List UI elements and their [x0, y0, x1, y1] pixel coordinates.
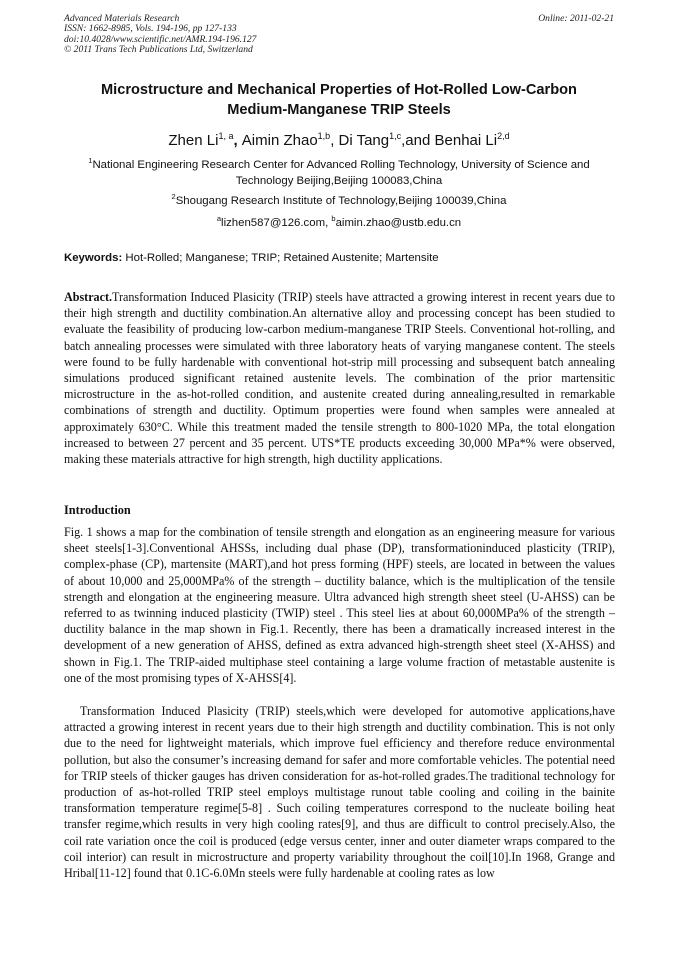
introduction-paragraph-2: Transformation Induced Plasicity (TRIP) steels,which were developed for automotive applications,have attracted a growing interest in recent years due to their high strength and ductility combination. This is not only due to the need for lightweight materials, which improve fuel efficiency and therefore reduce environmental pollution, but also the consumer’s increasing demand for safer and more comfortable vehicles. The potential need for TRIP steels of thicker gauges has driven consideration for as-hot-rolled grades.The traditional technology for production of as-hot-rolled TRIP steel employs multistage runout table cooling and coiling in the bainite transformation temperature regime[5-8] . Such coiling temperatures correspond to the nucleate boiling heat transfer regime,which results in very high cooling rates[9], and thus are difficult to control precisely.Also, the coil rate variation once the coil is produced (edge versus center, inner and outer diameter wraps compared to the coil interior) can result in microstructure and property variability throughout the coil[10].In 1968, Grange and Hribal[11-12] found that 0.1C-6.0Mn steels were fully hardenable at cooling rates as low — [64, 704, 615, 881]
author-separator: , — [330, 132, 339, 149]
affiliation-text: Shougang Research Institute of Technology,Beijing 100039,China — [175, 195, 507, 207]
author-affil-mark: 1,c — [389, 131, 402, 141]
author-separator: ,and — [401, 132, 435, 149]
online-date: Online: 2011-02-21 — [538, 13, 614, 24]
abstract-text: Transformation Induced Plasicity (TRIP) steels have attracted a growing interest in recent years due to their high strength and ductility combination.An alternative alloy and processing concept has been studied to evaluate the feasibility of producing low-carbon medium-manganese TRIP Steels. Conventional hot-rolling, and batch annealing processes were simulated with three laboratory heats of varying manganese content. The steels were found to be fully hardenable with conventional hot-strip mill processing and subsequent batch annealing simulations produced significant retained austenite levels. The combination of the prior martensitic microstructure in the as-hot-rolled condition, and austenite created during annealing,resulted in remarkable combinations of strength and ductility. Optimum properties were found when samples were annealed at approximately 630°C. While this treatment maded the tensile strength to 800-1020 MPa, the total elongation increased to between 27 percent and 35 percent. UTS*TE products exceeding 30,000 MPa*% were observed, making these materials attractive for high strength, high ductility applications. — [64, 290, 615, 467]
author-emails — [64, 215, 614, 231]
author-name: Aimin Zhao — [241, 132, 318, 149]
affiliation-1 — [64, 157, 614, 189]
abstract-label: Abstract. — [64, 290, 113, 304]
journal-name: Advanced Materials Research — [64, 13, 180, 24]
keywords-text: Hot-Rolled; Manganese; TRIP; Retained Austenite; Martensite — [122, 252, 439, 264]
email-mark: b — [331, 214, 336, 223]
keywords — [64, 250, 619, 266]
section-heading-introduction: Introduction — [64, 503, 131, 517]
title-line-1: Microstructure and Mechanical Properties of Hot-Rolled Low-Carbon — [101, 82, 577, 98]
email-address[interactable]: aimin.zhao@ustb.edu.cn — [335, 217, 462, 229]
email-mark: a — [216, 214, 222, 223]
author-name: Benhai Li — [434, 132, 498, 149]
author-affil-mark: 1, a — [218, 131, 234, 141]
affiliation-mark: 2 — [171, 192, 176, 201]
paper-title — [64, 80, 614, 120]
email-address[interactable]: lizhen587@126.com, — [221, 217, 332, 229]
introduction-paragraph-1: Fig. 1 shows a map for the combination of tensile strength and elongation as an engineering measure for various sheet steels[1-3].Conventional AHSSs, including dual phase (DP), transformationinduced plasticity (TRIP), complex-phase (CP), martensite (MART),and hot press forming (HPF) steels, are located in between the values of about 10,000 and 25,000MPa% of the strength – ductility balance, which is the multiplication of the tensile strength and elongation at the engineering measure. Ultra advanced high strength sheet steel (U-AHSS) can be referred to as twinning induced plasticity (TWIP) steel . This steel lies at about 60,000MPa% of the strength – ductility balance in the map shown in Fig.1. Recently, there has been a dramatically increased interest in the development of a new generation of AHSS, defined as extra advanced high-strength sheet steel (X-AHSS) and shown in Fig.1. The TRIP-aided multiphase steel containing a large volume fraction of metastable austenite is one of the most promising types of X-AHSS[4]. — [64, 525, 615, 685]
affiliation-text: National Engineering Research Center for Advanced Rolling Technology, University of Science and Technology Beijing,Beijing 100083,China — [92, 159, 590, 187]
title-line-2: Medium-Manganese TRIP Steels — [227, 102, 451, 118]
keywords-label: Keywords: — [64, 252, 123, 264]
copyright-line: © 2011 Trans Tech Publications Ltd, Switzerland — [64, 44, 253, 56]
author-name: Di Tang — [338, 132, 390, 149]
journal-header — [64, 14, 614, 56]
author-list — [64, 131, 614, 151]
author-affil-mark: 1,b — [317, 131, 331, 141]
affiliation-mark: 1 — [88, 156, 93, 165]
issn-line: ISSN: 1662-8985, Vols. 194-196, pp 127-133 — [64, 23, 237, 35]
abstract — [64, 289, 615, 467]
doi-line: doi:10.4028/www.scientific.net/AMR.194-196.127 — [64, 33, 257, 45]
author-name: Zhen Li — [168, 132, 219, 149]
affiliation-2 — [64, 193, 614, 209]
author-separator: , — [233, 132, 242, 149]
author-affil-mark: 2,d — [497, 131, 510, 141]
